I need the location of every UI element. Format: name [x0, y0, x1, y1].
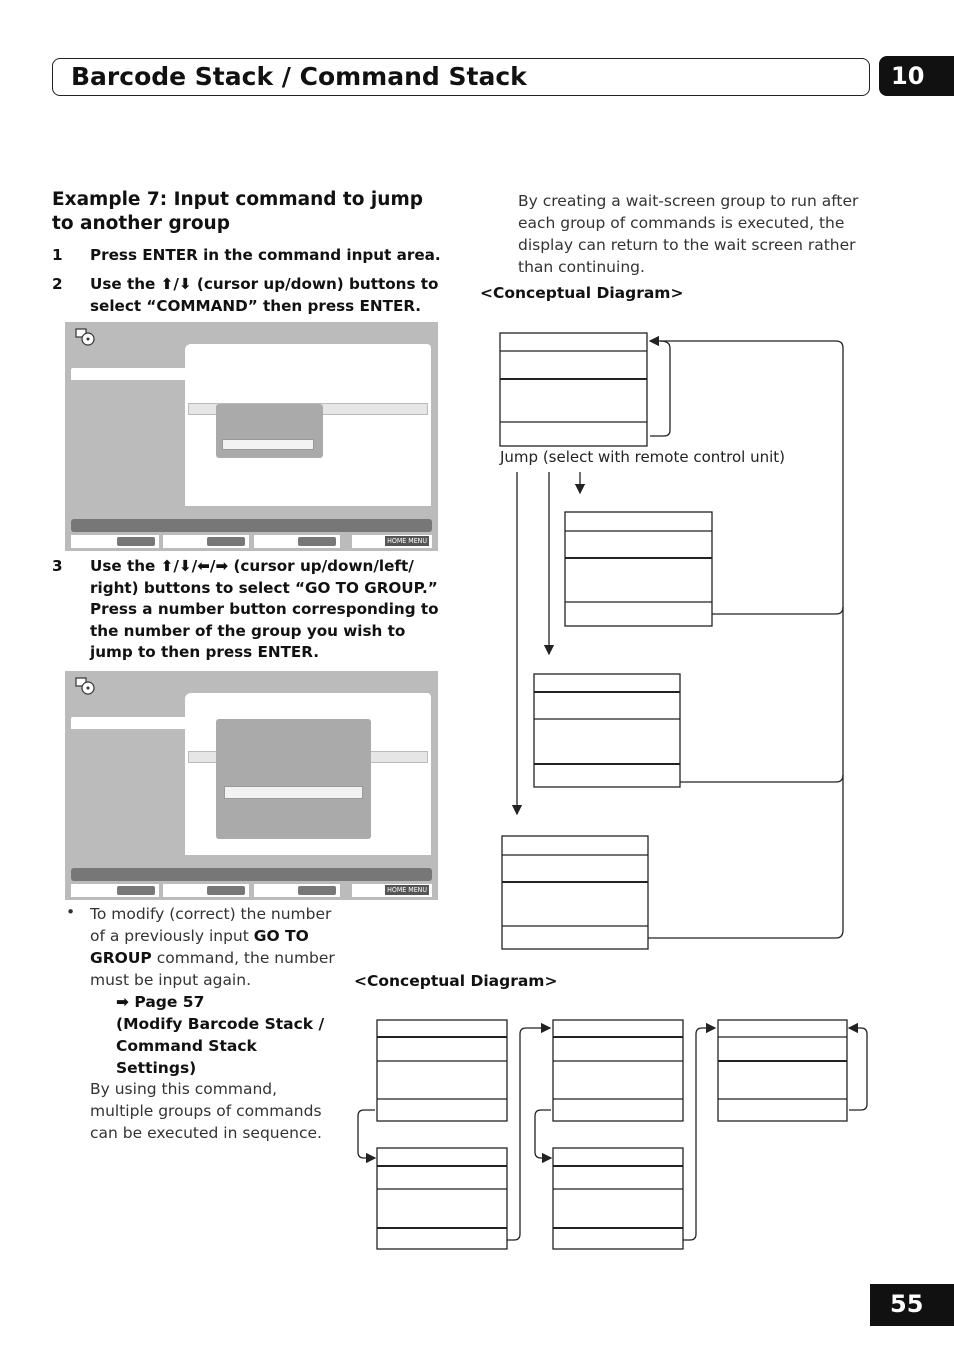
diagram-top-label: <Conceptual Diagram>	[480, 284, 684, 302]
return-line-b	[680, 775, 843, 782]
seq-group-3	[553, 1020, 683, 1121]
group-box-a	[565, 512, 712, 626]
bullet-text-before: To modify (correct) the number of a previously input	[90, 905, 332, 945]
home-menu-label: HOME MENU	[387, 537, 427, 545]
seq-arrow-3-4	[535, 1110, 551, 1158]
page-number-tab: 55	[870, 1284, 954, 1326]
step-number: 1	[52, 246, 63, 264]
bullet-command-name: GO TO GROUP	[90, 927, 309, 967]
section-title: Example 7: Input command to jump to another group	[52, 189, 423, 234]
page-reference-title: (Modify Barcode Stack / Command Stack Settings)	[116, 1015, 325, 1077]
group-box-c	[502, 836, 648, 949]
seq-loop-arrow	[849, 1028, 867, 1110]
group-box-b	[534, 674, 680, 787]
seq-arrow-4-5	[683, 1028, 715, 1240]
step-number: 3	[52, 557, 63, 575]
return-line-a	[712, 607, 843, 614]
seq-group-1	[377, 1020, 507, 1121]
step-text: Press ENTER in the command input area.	[90, 246, 441, 264]
return-line	[648, 341, 843, 938]
bullet-text-after: command, the number must be input again.	[90, 949, 335, 989]
seq-arrow-2-3	[507, 1028, 550, 1240]
chapter-number-tab: 10	[879, 56, 954, 96]
loop-arrow	[650, 341, 670, 436]
home-menu-label: HOME MENU	[387, 886, 427, 894]
seq-group-5	[718, 1020, 847, 1121]
wait-screen-paragraph: By creating a wait-screen group to run after each group of commands is executed, the display can return to the wait screen rather than continuing.	[518, 192, 859, 276]
page-reference-link[interactable]: ➡ Page 57	[116, 993, 205, 1011]
jump-label: Jump (select with remote control unit)	[500, 448, 786, 466]
sequence-paragraph: By using this command, multiple groups of commands can be executed in sequence.	[90, 1080, 322, 1142]
seq-group-4	[553, 1148, 683, 1249]
wait-screen-group-box	[500, 333, 647, 446]
seq-group-2	[377, 1148, 507, 1249]
step-number: 2	[52, 275, 63, 293]
step-text: Use the ⬆/⬇ (cursor up/down) buttons to select “COMMAND” then press ENTER.	[90, 275, 439, 315]
bullet-marker: •	[66, 903, 76, 921]
seq-arrow-1-2	[358, 1110, 375, 1158]
page-header-title: Barcode Stack / Command Stack	[71, 62, 527, 91]
step-text: Use the ⬆/⬇/⬅/➡ (cursor up/down/left/ right) buttons to select “GO TO GROUP.” Press a number button corresponding to the number of the group you wish to jump to then press ENTER.	[90, 557, 439, 662]
diagram-bottom-label: <Conceptual Diagram>	[354, 972, 558, 990]
